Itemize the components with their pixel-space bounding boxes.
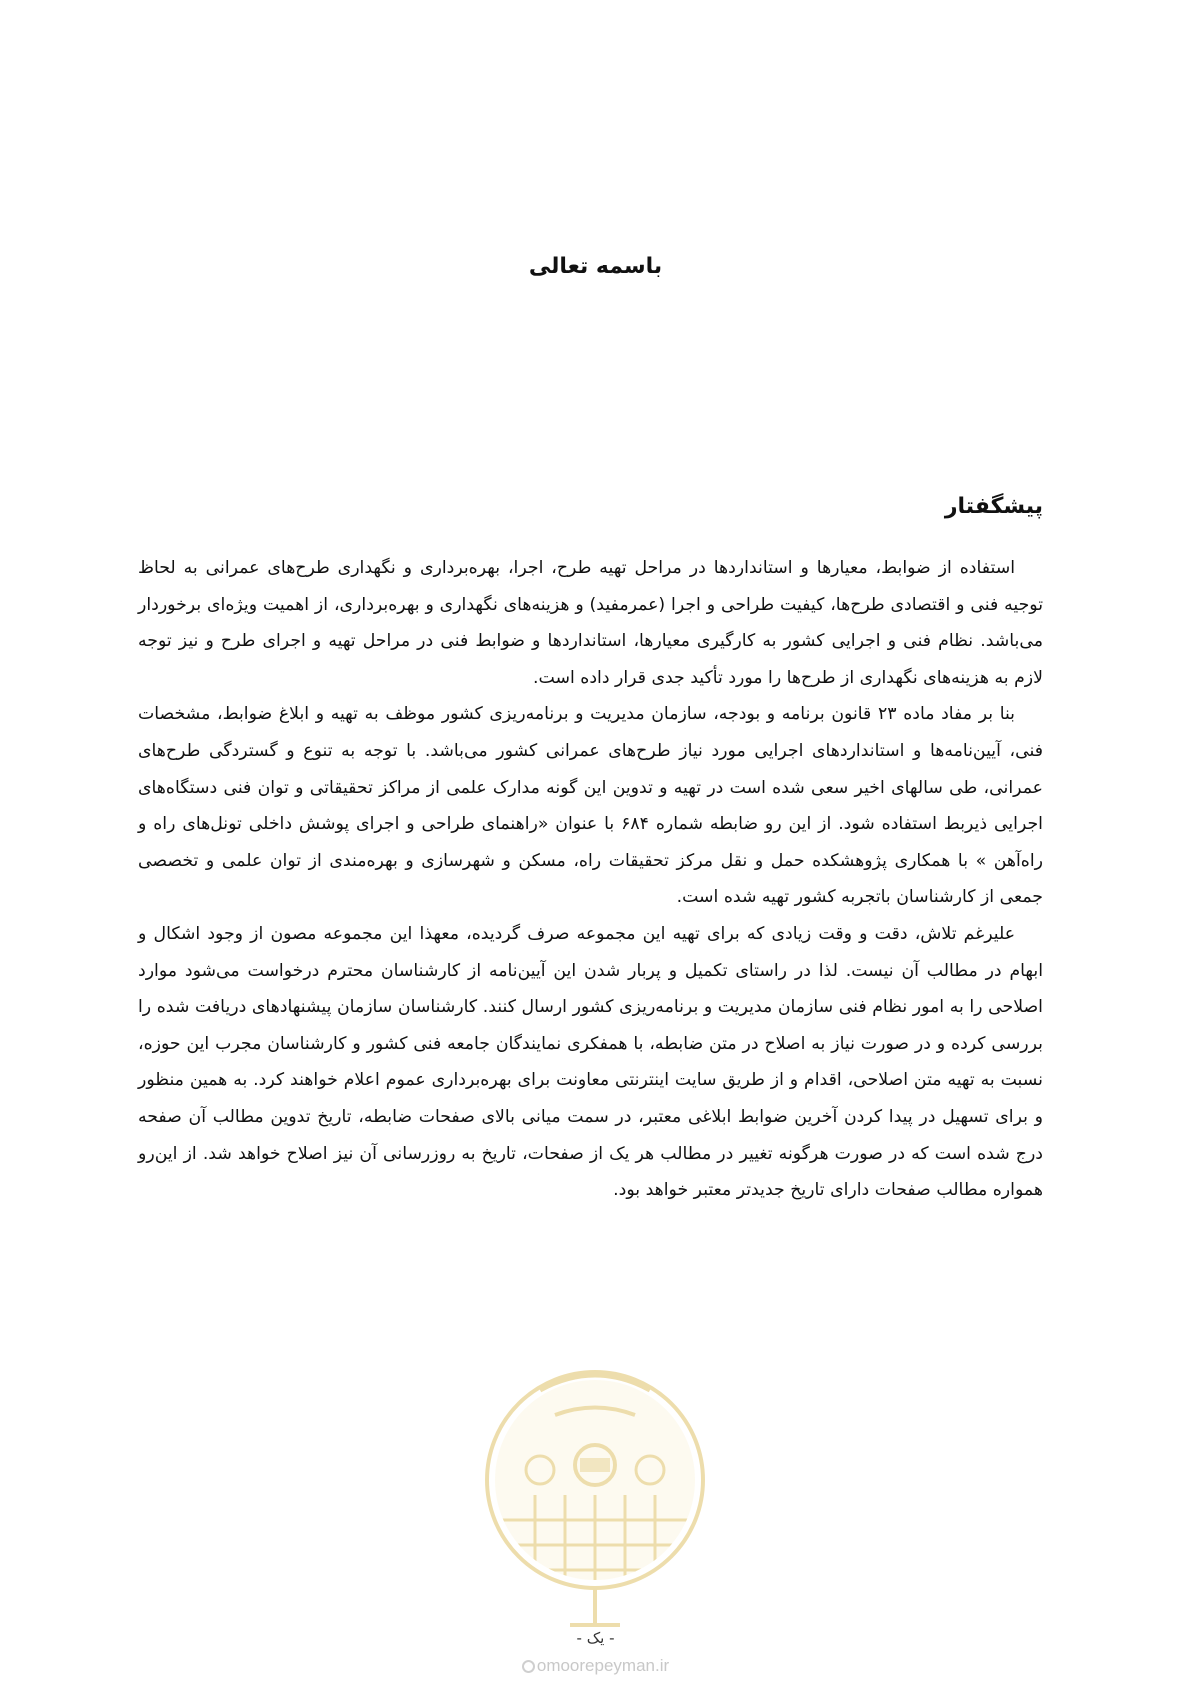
seal-logo-icon [480,1330,710,1640]
paragraph-2: بنا بر مفاد ماده ۲۳ قانون برنامه و بودجه، سازمان مدیریت و برنامه‌ریزی کشور موظف به تهیه و ابلاغ ضوابط، مشخصات فنی، آیین‌نامه‌ها و استانداردهای اجرایی مورد نیاز طرح‌های عمرانی کشور می‌باشد. با توجه به تنوع و گستردگی طرح‌های عمرانی، طی سالهای اخیر سعی شده است در تهیه و تدوین این گونه مدارک علمی از مراکز تحقیقاتی و توان فنی دستگاه‌های اجرایی ذیربط استفاده شود. از این رو ضابطه شماره ۶۸۴ با عنوان «راهنمای طراحی و اجرای پوشش داخلی تونل‌های راه و راه‌آهن » با همکاری پژوهشکده حمل و نقل مرکز تحقیقات راه، مسکن و شهرسازی و بهره‌مندی از توان علمی و تخصصی جمعی از کارشناسان باتجربه کشور تهیه شده است. [138,704,1043,908]
body-text [138,550,1043,1209]
at-icon [522,1660,535,1673]
page-number: - یک - [576,1629,615,1647]
section-title: پیشگفتار [944,494,1043,519]
watermark-url [0,1655,1191,1677]
watermark-url-text: omoorepeyman.ir [536,1656,670,1675]
invocation-heading: باسمه تعالی [528,254,663,279]
paragraph-1: استفاده از ضوابط، معیارها و استانداردها در مراحل تهیه طرح، اجرا، بهره‌برداری و نگهداری طرح‌های عمرانی به لحاظ توجیه فنی و اقتصادی طرح‌ها، کیفیت طراحی و اجرا (عمرمفید) و هزینه‌های نگهداری و بهره‌برداری، از اهمیت ویژه‌ای برخوردار می‌باشد. نظام فنی و اجرایی کشور به کارگیری معیارها، استانداردها و ضوابط فنی در مراحل تهیه و اجرای طرح و نیز توجه لازم به هزینه‌های نگهداری از طرح‌ها را مورد تأکید جدی قرار داده است. [138,558,1043,688]
paragraph-3: علیرغم تلاش، دقت و وقت زیادی که برای تهیه این مجموعه صرف گردیده، معهذا این مجموعه مصون از وجود اشکال و ابهام در مطالب آن نیست. لذا در راستای تکمیل و پربار شدن این آیین‌نامه از کارشناسان محترم درخواست می‌شود موارد اصلاحی را به امور نظام فنی سازمان مدیریت و برنامه‌ریزی کشور ارسال کنند. کارشناسان سازمان پیشنهادهای دریافت شده را بررسی کرده و در صورت نیاز به اصلاح در متن ضابطه، با همفکری نمایندگان جامعه فنی کشور و کارشناسان مجرب این حوزه، نسبت به تهیه متن اصلاحی، اقدام و از طریق سایت اینترنتی معاونت برای بهره‌برداری عموم اعلام خواهند کرد. به همین منظور و برای تسهیل در پیدا کردن آخرین ضوابط ابلاغی معتبر، در سمت میانی بالای صفحات ضابطه، تاریخ تدوین مطالب آن صفحه درج شده است که در صورت هرگونه تغییر در مطالب هر یک از صفحات، تاریخ به روزرسانی آن نیز اصلاح خواهد شد. از این‌رو همواره مطالب صفحات دارای تاریخ جدیدتر معتبر خواهد بود. [138,923,1043,1201]
